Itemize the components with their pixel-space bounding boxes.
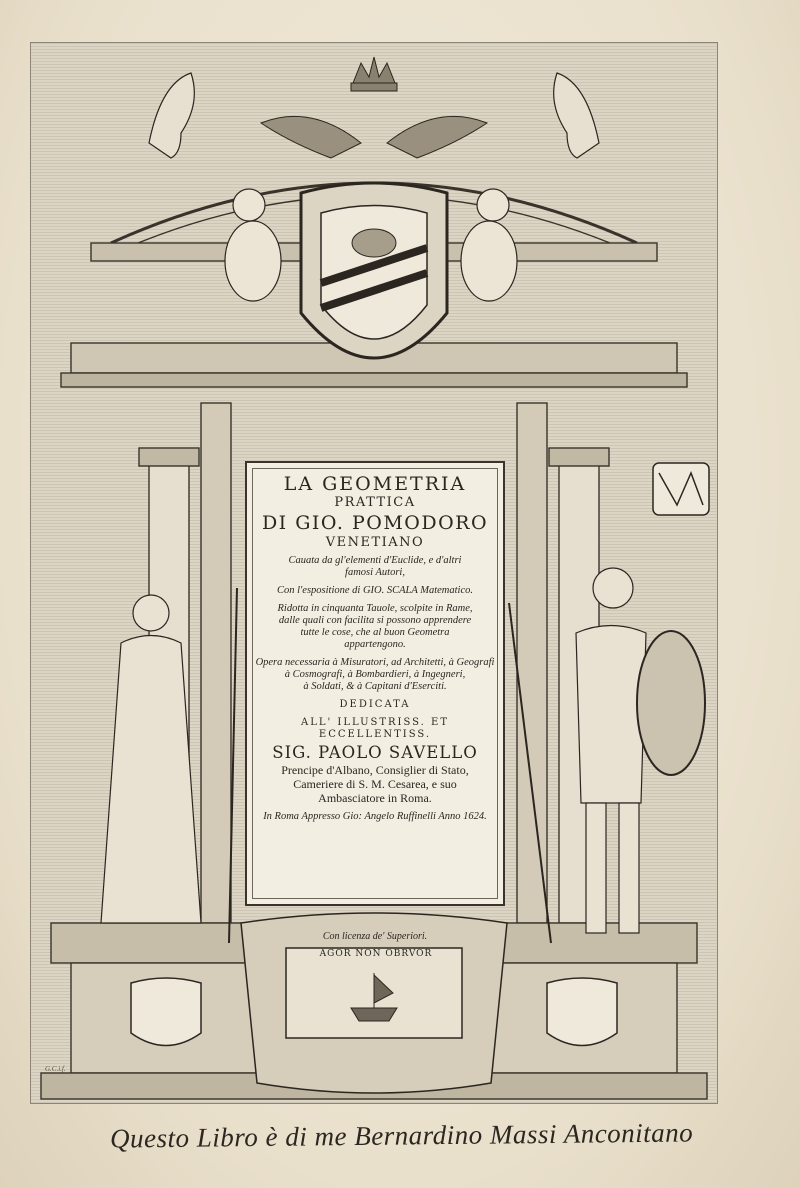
dedication-honorific: ALL' ILLUSTRISS. ET ECCELLENTISS.: [300, 717, 450, 740]
handwritten-inscription: Questo Libro è di me Bernardino Massi Anconitano: [109, 1117, 694, 1154]
description-line: famosi Autori,: [345, 567, 405, 578]
reduction-line: tutte le cose, che al buon Geometra: [300, 627, 450, 638]
audience-line: à Cosmografi, à Bombardieri, à Ingegneri,: [284, 669, 466, 680]
crown-icon: [351, 57, 397, 91]
author-origin: VENETIANO: [325, 535, 425, 550]
imprint-line: In Roma Appresso Gio: Angelo Ruffinelli Anno 1624.: [263, 811, 487, 822]
exposition-line: Con l'espositione di GIO. SCALA Matematico.: [277, 585, 473, 596]
audience-line: Opera necessaria à Misuratori, ad Architetti, à Geografi: [255, 657, 495, 668]
engraver-mark: G.C.i.f.: [45, 1065, 66, 1073]
patron-title: Ambasciatore in Roma.: [318, 791, 432, 805]
eagle-icon: [261, 116, 487, 158]
engraved-plate: [30, 42, 718, 1104]
patron-name: SIG. PAOLO SAVELLO: [272, 743, 478, 762]
drum-icon: [653, 463, 709, 515]
dedication-heading: DEDICATA: [339, 699, 411, 710]
author-name: DI GIO. POMODORO: [261, 512, 489, 534]
license-line: Con licenza de' Superiori.: [322, 931, 428, 942]
book-subtitle: PRATTICA: [334, 495, 416, 510]
description-line: Cauata da gl'elementi d'Euclide, e d'altri: [288, 555, 462, 566]
patron-title: Cameriere di S. M. Cesarea, e suo: [293, 777, 457, 791]
coat-of-arms-icon: [301, 183, 447, 358]
reduction-line: Ridotta in cinquanta Tauole, scolpite in Rame,: [277, 603, 473, 614]
patron-title: Prencipe d'Albano, Consiglier di Stato,: [281, 763, 469, 777]
audience-line: à Soldati, & à Capitani d'Eserciti.: [303, 681, 447, 692]
reduction-line: appartengono.: [344, 639, 406, 650]
title-tablet: [245, 461, 505, 906]
cartouche-motto: AGOR NON OBRVOR: [319, 949, 433, 959]
shield-icon: [637, 631, 705, 775]
book-title: LA GEOMETRIA: [283, 473, 467, 495]
reduction-line: dalle quali con facilita si possono apprendere: [278, 615, 472, 626]
